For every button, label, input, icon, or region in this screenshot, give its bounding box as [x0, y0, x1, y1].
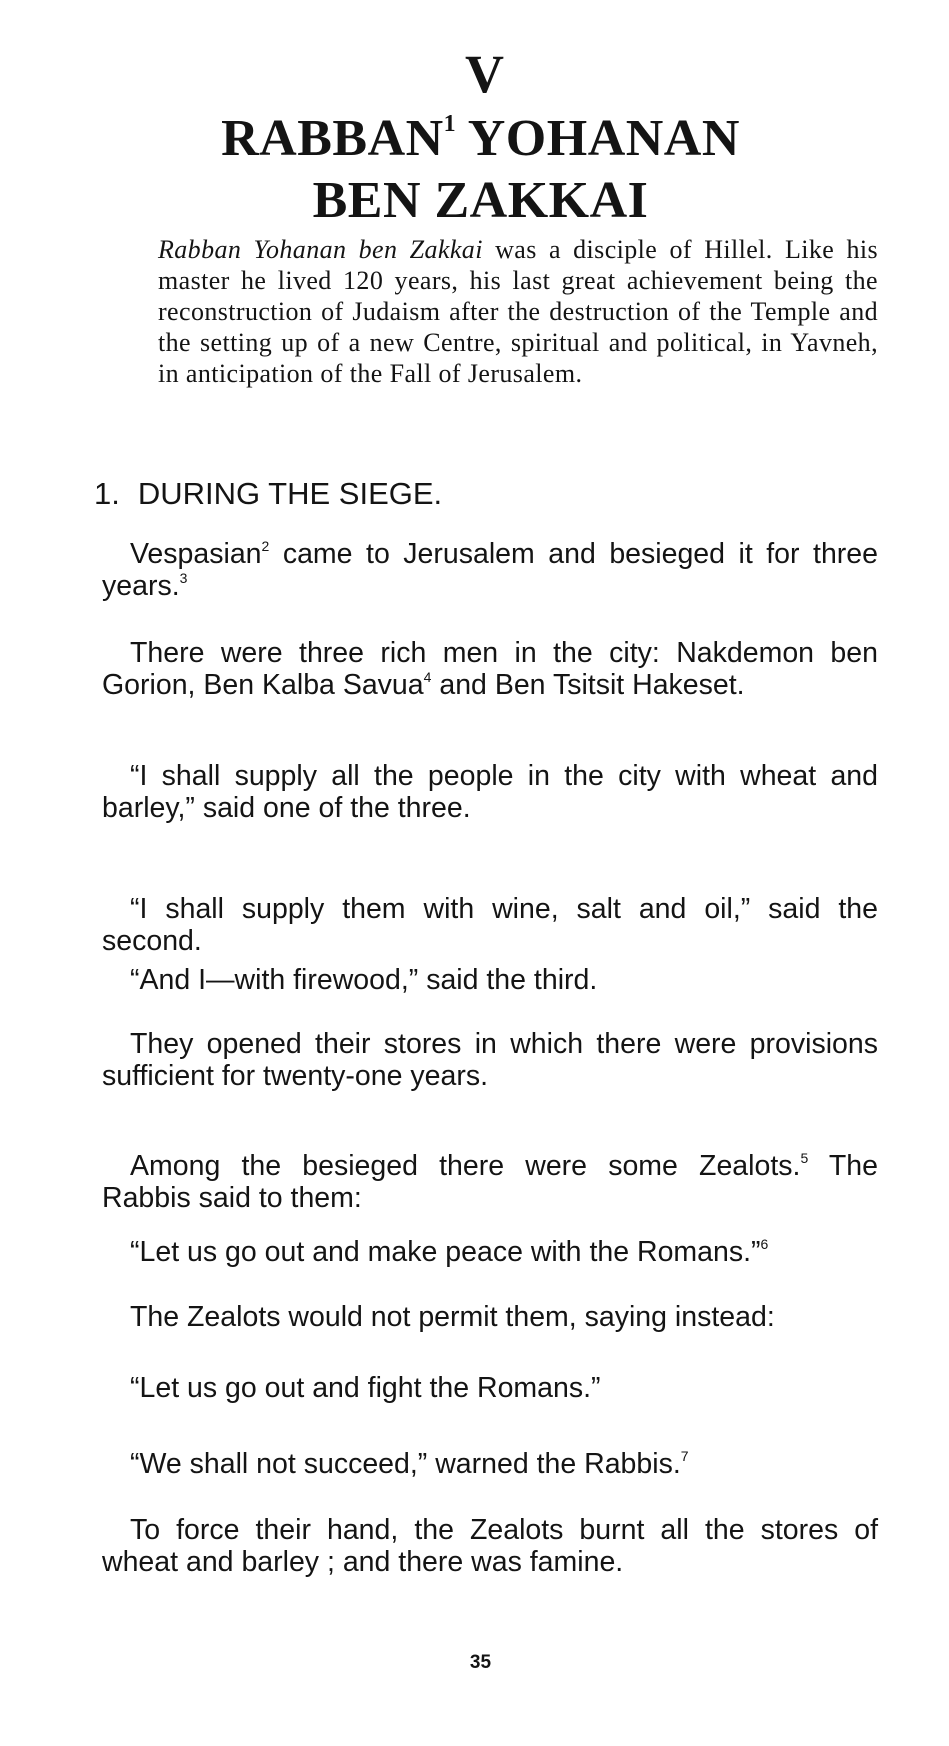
- title-word-rabban: RABBAN: [221, 110, 444, 167]
- chapter-title: [6, 108, 949, 232]
- paragraph-text: “And I—with firewood,” said the third.: [130, 964, 598, 996]
- paragraph-text: The Rabbis said to them:: [102, 1150, 878, 1214]
- intro-text: was a disciple of Hillel. Like his master he lived 120 years, his last great achievement being the reconstruction of Judaism after the destruction of the Temple and the setting up of a new Centre, spiritual and political, in Yavneh, in anticipation of the Fall of Jerusalem.: [158, 235, 878, 388]
- footnote-marker: 4: [423, 669, 432, 685]
- page-number: 35: [469, 1652, 492, 1673]
- section-title: DURING THE SIEGE.: [137, 476, 443, 511]
- paragraph: [102, 964, 878, 996]
- paragraph-text: To force their hand, the Zealots burnt all the stores of wheat and barley ; and there was famine.: [102, 1514, 878, 1578]
- section-heading: [94, 475, 442, 513]
- paragraph-text: Among the besieged there were some Zealots.: [130, 1150, 801, 1182]
- chapter-title-line-2: BEN ZAKKAI: [312, 172, 649, 229]
- paragraph-text: “Let us go out and make peace with the Romans.”: [130, 1236, 761, 1268]
- footnote-marker: 6: [760, 1236, 769, 1252]
- paragraph-text: There were three rich men in the city: Nakdemon ben Gorion, Ben Kalba Savua: [102, 637, 878, 701]
- paragraph-text: “Let us go out and fight the Romans.”: [130, 1372, 601, 1404]
- footnote-marker: 3: [179, 570, 188, 586]
- paragraph-text: Vespasian: [130, 538, 262, 570]
- paragraph: [102, 1236, 878, 1268]
- paragraph-text: “I shall supply all the people in the city with wheat and barley,” said one of the three.: [102, 760, 878, 824]
- footnote-marker: 2: [261, 538, 270, 554]
- paragraph: [102, 1150, 878, 1214]
- chapter-number: V: [465, 44, 504, 104]
- paragraph: [102, 1301, 878, 1333]
- paragraph-text: came to Jerusalem and besieged it for three years.: [102, 538, 878, 602]
- paragraph: [102, 637, 878, 701]
- intro-lead-italic: Rabban Yohanan ben Zakkai: [158, 235, 483, 264]
- paragraph-text: “We shall not succeed,” warned the Rabbis.: [130, 1448, 681, 1480]
- chapter-introduction: [158, 234, 878, 389]
- paragraph: [102, 893, 878, 957]
- footnote-marker: 1: [443, 111, 457, 137]
- section-number: 1.: [94, 476, 120, 511]
- footnote-marker: 5: [800, 1150, 809, 1166]
- paragraph: [102, 1028, 878, 1092]
- paragraph-text: They opened their stores in which there were provisions sufficient for twenty-one years.: [102, 1028, 878, 1092]
- chapter-title-line-1: [6, 108, 949, 170]
- paragraph: [102, 1372, 878, 1404]
- paragraph: [102, 760, 878, 824]
- paragraph: [102, 538, 878, 602]
- footnote-marker: 7: [680, 1448, 689, 1464]
- paragraph-text: The Zealots would not permit them, saying instead:: [130, 1301, 775, 1333]
- paragraph: [102, 1514, 878, 1578]
- title-word-yohanan: YOHANAN: [456, 110, 740, 167]
- paragraph-text: and Ben Tsitsit Hakeset.: [431, 669, 745, 701]
- paragraph-text: “I shall supply them with wine, salt and oil,” said the second.: [102, 893, 878, 957]
- paragraph: [102, 1448, 878, 1480]
